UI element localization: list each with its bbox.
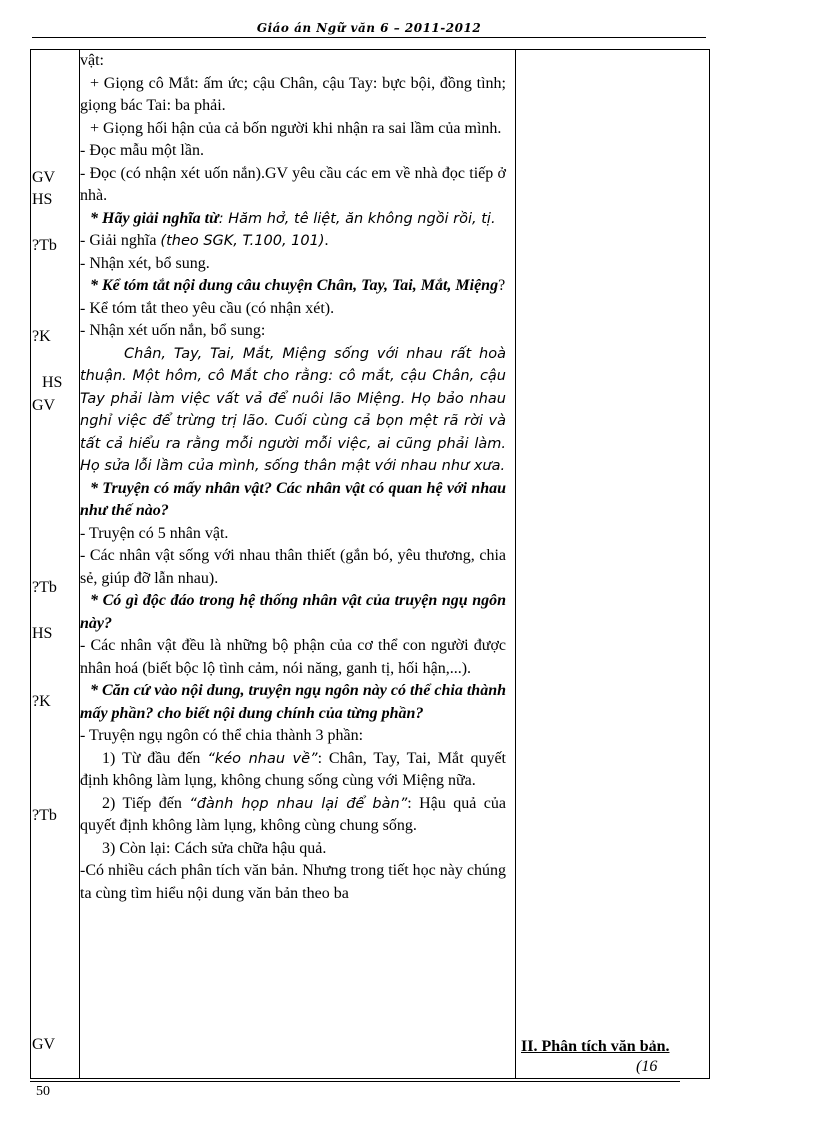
role-label: ?K — [32, 328, 51, 345]
section-heading: II. Phân tích văn bản. — [521, 1038, 670, 1055]
header-rule — [32, 37, 706, 38]
text-line: 3) Còn lại: Cách sửa chữa hậu quả. — [102, 839, 327, 857]
column-divider-2 — [515, 50, 516, 1078]
text-span: - Giải nghĩa — [80, 232, 161, 249]
text-line — [80, 748, 506, 793]
summary-paragraph: Chân, Tay, Tai, Mắt, Miệng sống với nhau rất hoà thuận. Một hôm, cô Mắt cho rằng: cô mắt, cậu Chân, cậu Tay phải làm việc vất vả để nuôi lão Miệng. Họ bảo nhau nghỉ việc để trừng trị lão. Cuối cùng cả bọn mệt rã rời và tất cả hiểu ra rằng mỗi người mỗi việc, ai cũng phải làm. Họ sửa lỗi lầm của mình, sống thân mật với nhau như xưa. — [80, 345, 506, 474]
text-line: -Có nhiều cách phân tích văn bản. Nhưng trong tiết học này chúng ta cùng tìm hiểu nội dung văn bản theo ba — [80, 862, 506, 902]
role-label: ?K — [32, 693, 51, 710]
text-line: - Các nhân vật sống với nhau thân thiết (gắn bó, yêu thương, chia sẻ, giúp đỡ lẫn nhau). — [80, 547, 506, 587]
question-line: * Có gì độc đáo trong hệ thống nhân vật của truyện ngụ ngôn này? — [80, 592, 506, 632]
question-line: * Truyện có mấy nhân vật? Các nhân vật có quan hệ với nhau như thế nào? — [80, 479, 506, 519]
text-line: - Truyện ngụ ngôn có thể chia thành 3 phần: — [80, 727, 364, 744]
role-label: HS — [32, 625, 53, 642]
role-label: GV — [32, 397, 56, 414]
italic-text: “đành họp nhau lại để bàn” — [189, 795, 408, 812]
italic-text: : Hăm hở, tê liệt, ăn không ngồi rồi, tị. — [218, 210, 496, 227]
text-span: 2) Tiếp đến — [102, 794, 190, 812]
text-span: . — [324, 232, 329, 249]
role-label: ?Tb — [32, 807, 57, 824]
text-line: vật: — [80, 52, 104, 69]
text-span: 1) Từ đầu đến — [102, 749, 208, 767]
text-span: : Hậu quả của quyết định không làm lụng, không cùng chung sống. — [80, 794, 507, 834]
question-line: * Căn cứ vào nội dung, truyện ngụ ngôn này có thể chia thành mấy phần? cho biết nội dung chính của từng phần? — [80, 682, 506, 722]
text-line: - Đọc (có nhận xét uốn nắn).GV yêu cầu các em về nhà đọc tiếp ở nhà. — [80, 164, 506, 204]
text-line: - Nhận xét, bổ sung. — [80, 254, 210, 272]
text-line: - Các nhân vật đều là những bộ phận của cơ thể con người được nhân hoá (biết bộc lộ tình cảm, nói năng, ganh tị, hối hận,...). — [80, 637, 506, 677]
footer-rule — [30, 1081, 680, 1082]
text-span: : Chân, Tay, Tai, Mắt quyết định không làm lụng, không chung sống cùng với Miệng nữa. — [80, 749, 507, 789]
question-line — [80, 208, 506, 231]
page-number: 50 — [36, 1084, 50, 1099]
text-line: + Giọng hối hận của cả bốn người khi nhận ra sai lầm của mình. — [90, 119, 502, 137]
italic-text: “kéo nhau về” — [207, 750, 318, 767]
section-duration: (16 — [636, 1058, 658, 1075]
italic-text: (theo SGK, T.100, 101) — [160, 233, 325, 249]
lesson-content — [80, 50, 506, 905]
text-line — [80, 230, 506, 253]
role-label: ?Tb — [32, 579, 57, 596]
question-text: * Hãy giải nghĩa từ — [90, 209, 219, 227]
role-label: HS — [42, 374, 63, 391]
role-label: GV — [32, 1036, 56, 1053]
text-line: - Truyện có 5 nhân vật. — [80, 524, 229, 542]
text-span: ? — [498, 277, 506, 294]
text-line: - Kể tóm tắt theo yêu cầu (có nhận xét). — [80, 299, 335, 317]
text-line: - Nhận xét uốn nắn, bổ sung: — [80, 322, 266, 339]
question-line — [80, 275, 506, 298]
role-label: ?Tb — [32, 237, 57, 254]
question-text: * Kể tóm tắt nội dung câu chuyện Chân, Tay, Tai, Mắt, Miệng — [90, 277, 499, 294]
text-line — [80, 793, 506, 838]
text-line: - Đọc mẫu một lần. — [80, 142, 204, 159]
role-label: GV — [32, 169, 56, 186]
role-label: HS — [32, 191, 53, 208]
text-line: + Giọng cô Mắt: ấm ức; cậu Chân, cậu Tay: bực bội, đồng tình; giọng bác Tai: ba phải. — [80, 74, 506, 114]
running-header: Giáo án Ngữ văn 6 – 2011-2012 — [256, 21, 482, 35]
